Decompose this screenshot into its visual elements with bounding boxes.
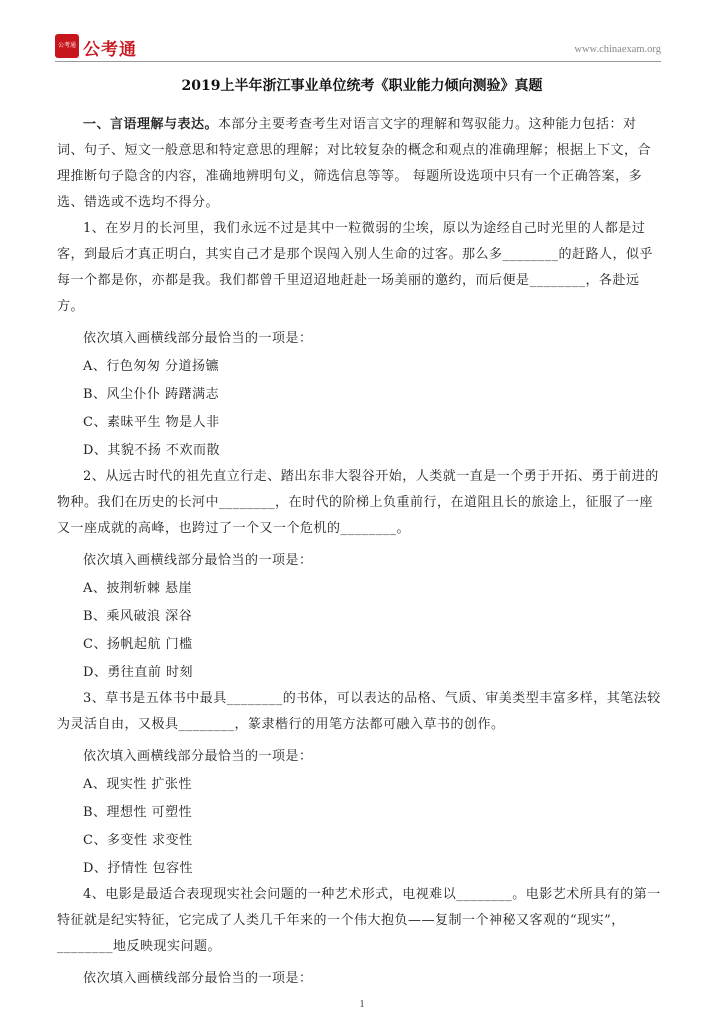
question-stem: 3、草书是五体书中最具________的书体，可以表达的品格、气质、审美类型丰富多样，其笔法较为灵活自由，又极具________，篆隶楷行的用笔方法都可融入草书的创作。: [57, 691, 661, 732]
page-number: 1: [359, 999, 365, 1010]
option-b: B、理想性 可塑性: [83, 805, 193, 820]
option-c: C、多变性 求变性: [83, 833, 193, 848]
option-b: B、乘风破浪 深谷: [83, 609, 193, 624]
question-stem: 2、从远古时代的祖先直立行走、踏出东非大裂谷开始，人类就一直是一个勇于开拓、勇于前进的物种。我们在历史的长河中________，在时代的阶梯上负重前行，在道阻且长的旅途上，征服了一座又一座成就的高峰，也跨过了一个又一个危机的________。: [57, 469, 659, 536]
question-prompt: 依次填入画横线部分最恰当的一项是：: [83, 971, 313, 986]
page-header: [55, 34, 665, 60]
header-divider: [55, 61, 661, 62]
section-description: 本部分主要考查考生对语言文字的理解和驾驭能力。这种能力包括：对词、句子、短文一般意思和特定意思的理解；对比较复杂的概念和观点的准确理解；根据上下文，合理推断句子隐含的内容，准确地辨明句义，筛选信息等等。 每题所设选项中只有一个正确答案，多选、错选或不选均不得分。: [57, 117, 652, 210]
option-a: A、现实性 扩张性: [83, 777, 193, 792]
logo-icon: 公考通: [55, 34, 79, 58]
section-intro: [57, 112, 663, 216]
option-a: A、披荆斩棘 悬崖: [83, 581, 193, 596]
question-stem: 4、电影是最适合表现现实社会问题的一种艺术形式，电视难以________。电影艺术所具有的第一特征就是纪实特征，它完成了人类几千年来的一个伟大抱负——复制一个神秘又客观的“现实”，________地反映现实问题。: [57, 887, 661, 954]
document-title: 2019上半年浙江事业单位统考《职业能力倾向测验》真题: [181, 78, 543, 94]
option-d: D、其貌不扬 不欢而散: [83, 443, 221, 458]
question-prompt: 依次填入画横线部分最恰当的一项是：: [83, 749, 313, 764]
question-prompt: 依次填入画横线部分最恰当的一项是：: [83, 553, 313, 568]
question-stem: 1、在岁月的长河里，我们永远不过是其中一粒微弱的尘埃，原以为途经自己时光里的人都是过客，到最后才真正明白，其实自己才是那个误闯入别人生命的过客。那么多________的赶路人，似乎每一个都是你，亦都是我。我们都曾千里迢迢地赶赴一场美丽的邀约，而后便是________，各赴远方。: [57, 221, 654, 314]
option-a: A、行色匆匆 分道扬镳: [83, 359, 220, 374]
logo-text: 公考通: [83, 40, 137, 60]
section-heading: 一、言语理解与表达。: [83, 117, 219, 132]
option-c: C、扬帆起航 门槛: [83, 637, 193, 652]
site-url: www.chinaexam.org: [574, 44, 661, 55]
option-d: D、勇往直前 时刻: [83, 665, 194, 680]
option-d: D、抒情性 包容性: [83, 861, 194, 876]
document-body: [57, 112, 663, 992]
option-b: B、风尘仆仆 踌躇满志: [83, 387, 220, 402]
option-c: C、素昧平生 物是人非: [83, 415, 220, 430]
question-prompt: 依次填入画横线部分最恰当的一项是：: [83, 331, 313, 346]
